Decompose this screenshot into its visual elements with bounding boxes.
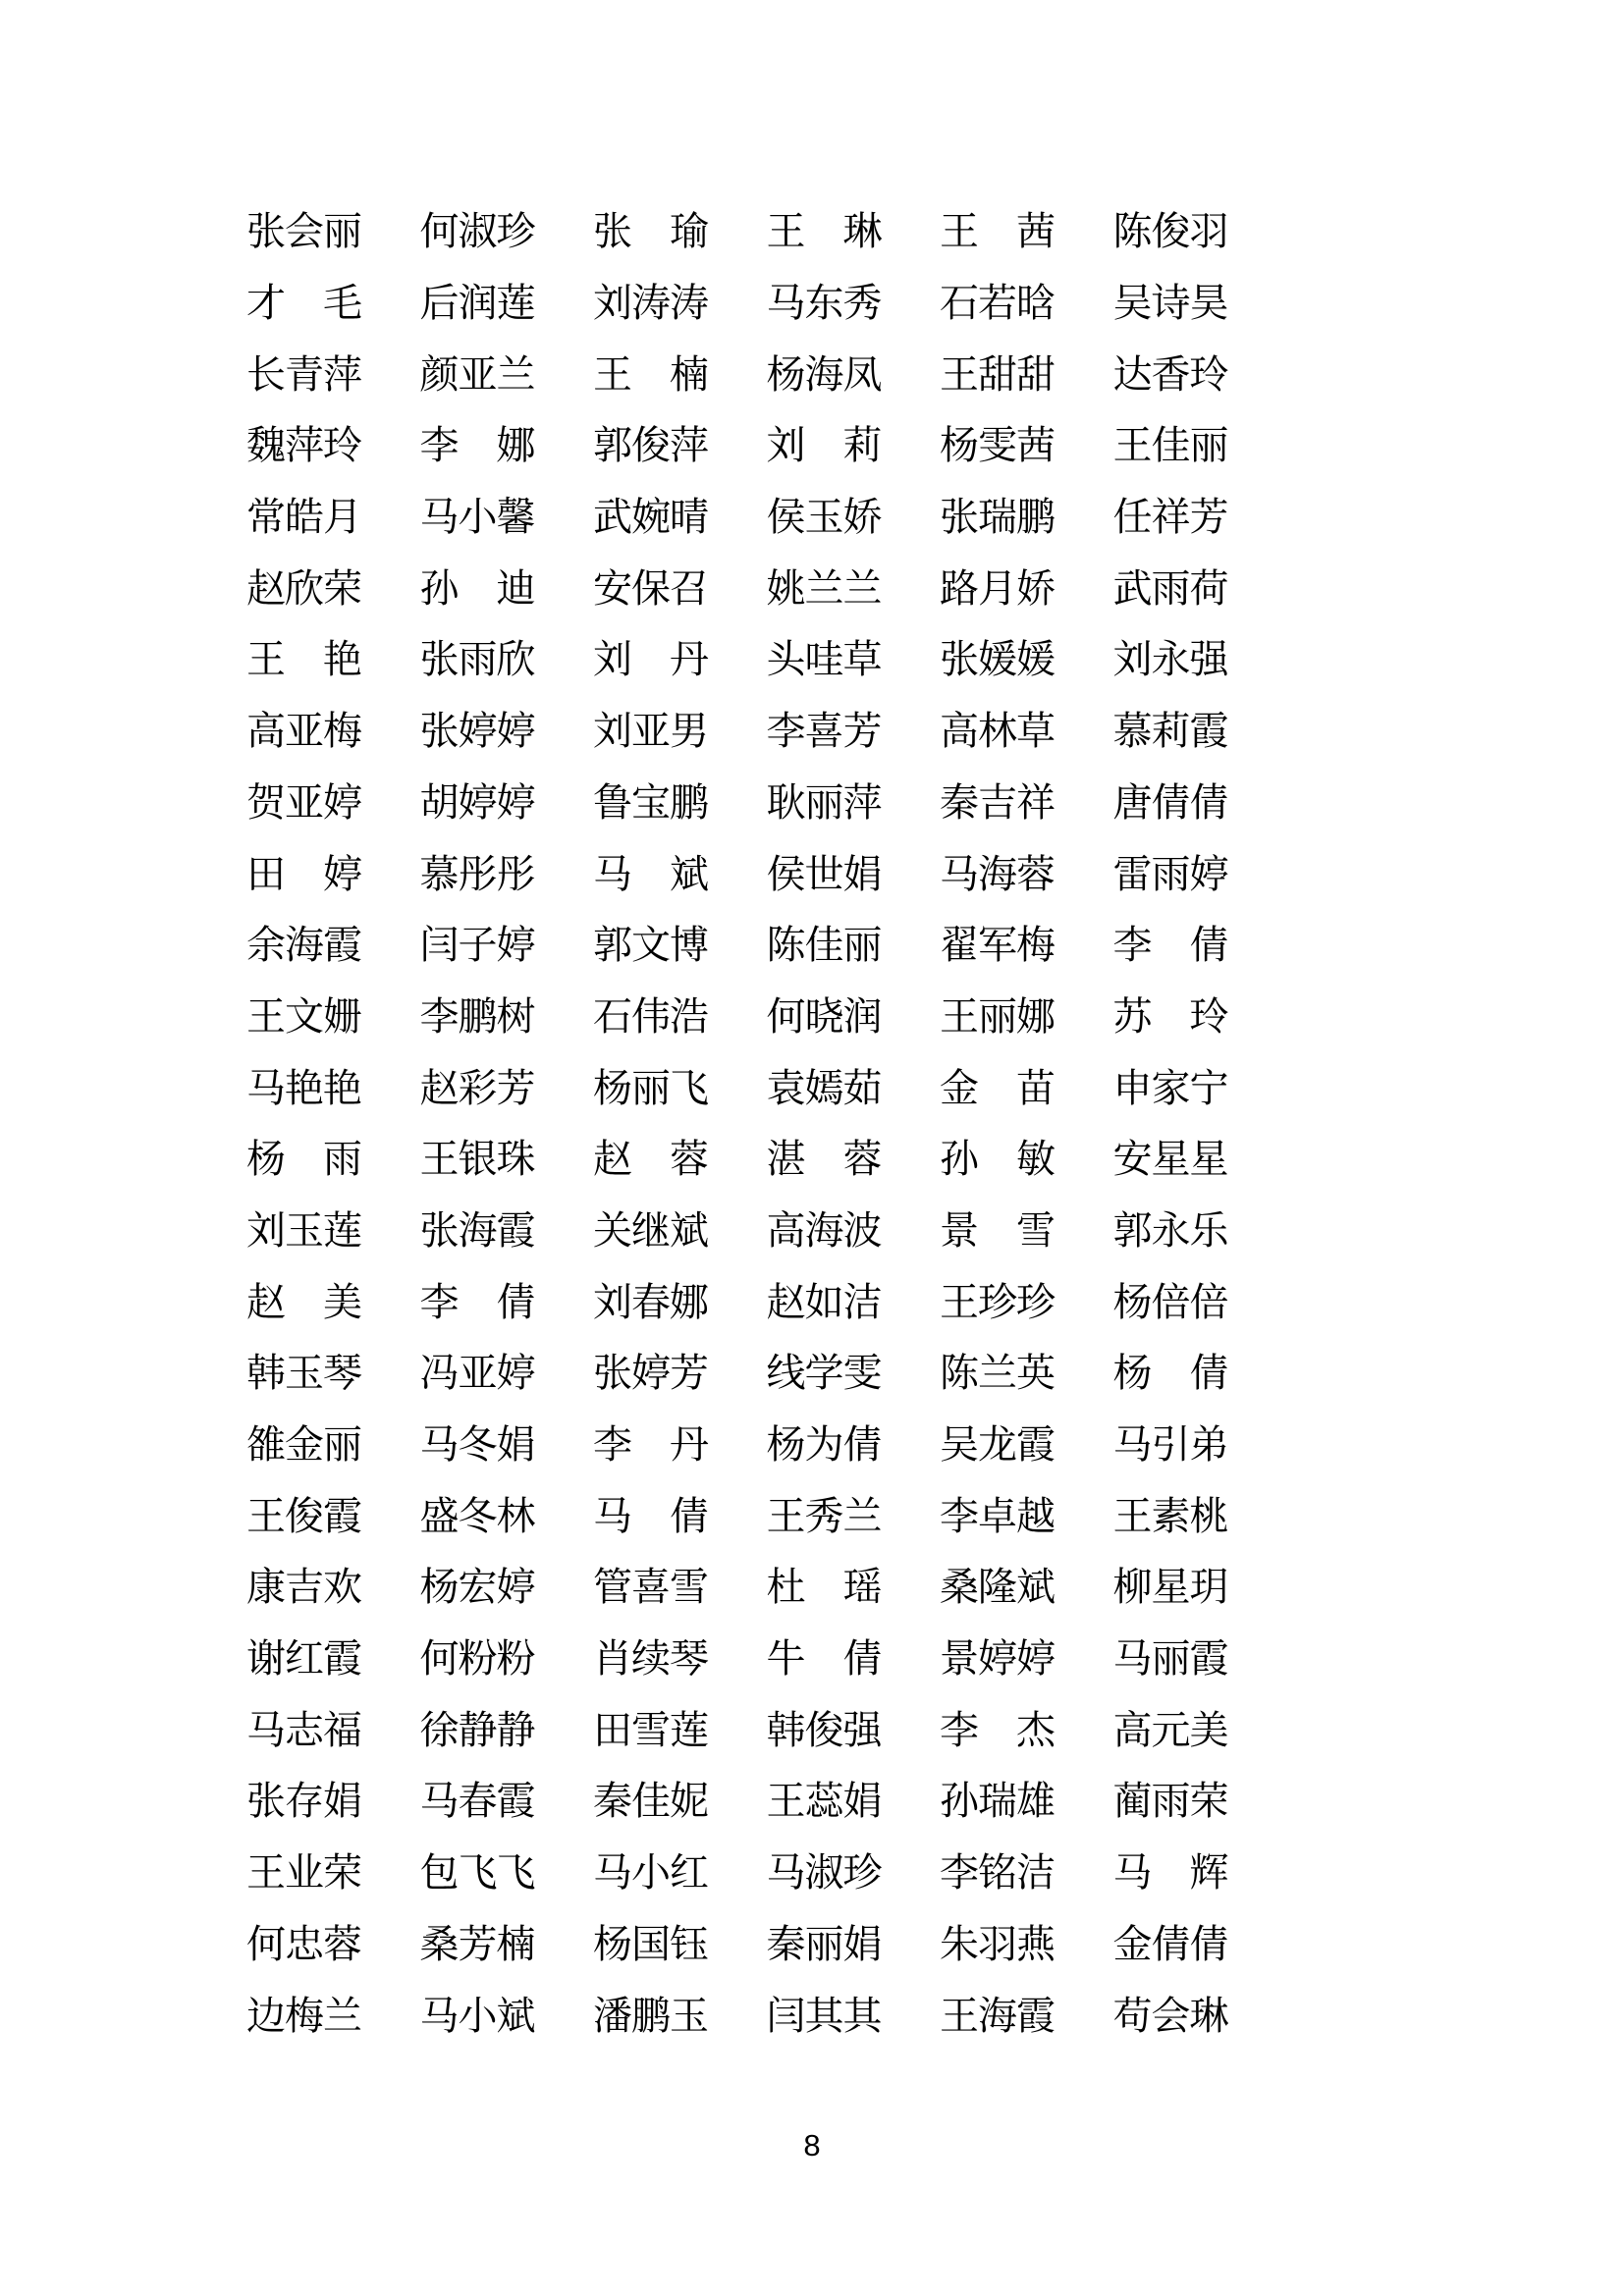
person-name: 刘永强 bbox=[1112, 637, 1228, 682]
person-name: 牛 倩 bbox=[766, 1636, 882, 1682]
person-name: 王业荣 bbox=[246, 1850, 361, 1896]
name-row bbox=[246, 768, 1307, 839]
person-name: 谢红霞 bbox=[246, 1636, 361, 1682]
person-name: 秦佳妮 bbox=[593, 1779, 708, 1824]
person-name: 杨为倩 bbox=[766, 1422, 882, 1468]
person-name: 蔺雨荣 bbox=[1112, 1779, 1228, 1824]
person-name: 孙 迪 bbox=[419, 565, 535, 611]
person-name: 马引弟 bbox=[1112, 1422, 1228, 1468]
person-name: 金倩倩 bbox=[1112, 1921, 1228, 1966]
name-grid bbox=[246, 196, 1307, 2052]
person-name: 杨宏婷 bbox=[419, 1565, 535, 1610]
person-name: 李 倩 bbox=[419, 1279, 535, 1324]
person-name: 慕莉霞 bbox=[1112, 709, 1228, 754]
name-row bbox=[246, 410, 1307, 482]
person-name: 吴龙霞 bbox=[940, 1422, 1055, 1468]
person-name: 王甜甜 bbox=[940, 351, 1055, 397]
person-name: 张婷芳 bbox=[593, 1351, 708, 1396]
person-name: 赵欣荣 bbox=[246, 565, 361, 611]
person-name: 杜 瑶 bbox=[766, 1565, 882, 1610]
name-row bbox=[246, 1624, 1307, 1695]
person-name: 田 婷 bbox=[246, 851, 361, 896]
person-name: 姚兰兰 bbox=[766, 565, 882, 611]
person-name: 陈佳丽 bbox=[766, 923, 882, 968]
person-name: 刘涛涛 bbox=[593, 281, 708, 326]
person-name: 李 丹 bbox=[593, 1422, 708, 1468]
person-name: 边梅兰 bbox=[246, 1993, 361, 2038]
name-row bbox=[246, 196, 1307, 268]
person-name: 李 杰 bbox=[940, 1707, 1055, 1752]
person-name: 徐静静 bbox=[419, 1707, 535, 1752]
person-name: 张媛媛 bbox=[940, 637, 1055, 682]
person-name: 马小红 bbox=[593, 1850, 708, 1896]
person-name: 王 茜 bbox=[940, 209, 1055, 254]
person-name: 线学雯 bbox=[766, 1351, 882, 1396]
person-name: 王俊霞 bbox=[246, 1493, 361, 1538]
person-name: 石伟浩 bbox=[593, 993, 708, 1039]
name-row bbox=[246, 482, 1307, 554]
person-name: 贺亚婷 bbox=[246, 779, 361, 825]
person-name: 安星星 bbox=[1112, 1137, 1228, 1182]
name-row bbox=[246, 624, 1307, 696]
name-row bbox=[246, 1694, 1307, 1766]
person-name: 苟会琳 bbox=[1112, 1993, 1228, 2038]
person-name: 陈兰英 bbox=[940, 1351, 1055, 1396]
person-name: 王秀兰 bbox=[766, 1493, 882, 1538]
person-name: 何淑珍 bbox=[419, 209, 535, 254]
person-name: 赵 美 bbox=[246, 1279, 361, 1324]
person-name: 秦丽娟 bbox=[766, 1921, 882, 1966]
person-name: 武雨荷 bbox=[1112, 565, 1228, 611]
person-name: 张 瑜 bbox=[593, 209, 708, 254]
person-name: 鲁宝鹏 bbox=[593, 779, 708, 825]
person-name: 高林草 bbox=[940, 709, 1055, 754]
person-name: 马淑珍 bbox=[766, 1850, 882, 1896]
person-name: 李 倩 bbox=[1112, 923, 1228, 968]
person-name: 马小馨 bbox=[419, 495, 535, 540]
person-name: 郭永乐 bbox=[1112, 1207, 1228, 1253]
person-name: 孙 敏 bbox=[940, 1137, 1055, 1182]
person-name: 胡婷婷 bbox=[419, 779, 535, 825]
person-name: 赵如洁 bbox=[766, 1279, 882, 1324]
person-name: 安保召 bbox=[593, 565, 708, 611]
person-name: 高海波 bbox=[766, 1207, 882, 1253]
name-row bbox=[246, 1052, 1307, 1124]
person-name: 田雪莲 bbox=[593, 1707, 708, 1752]
person-name: 申家宁 bbox=[1112, 1065, 1228, 1110]
person-name: 何晓润 bbox=[766, 993, 882, 1039]
person-name: 侯世娟 bbox=[766, 851, 882, 896]
person-name: 马艳艳 bbox=[246, 1065, 361, 1110]
name-row bbox=[246, 1410, 1307, 1481]
person-name: 武婉晴 bbox=[593, 495, 708, 540]
person-name: 杨 倩 bbox=[1112, 1351, 1228, 1396]
person-name: 刘玉莲 bbox=[246, 1207, 361, 1253]
person-name: 张婷婷 bbox=[419, 709, 535, 754]
name-row bbox=[246, 982, 1307, 1053]
person-name: 王丽娜 bbox=[940, 993, 1055, 1039]
name-row bbox=[246, 1480, 1307, 1552]
person-name: 何忠蓉 bbox=[246, 1921, 361, 1966]
person-name: 潘鹏玉 bbox=[593, 1993, 708, 2038]
person-name: 王素桃 bbox=[1112, 1493, 1228, 1538]
person-name: 郭文博 bbox=[593, 923, 708, 968]
person-name: 王蕊娟 bbox=[766, 1779, 882, 1824]
person-name: 马冬娟 bbox=[419, 1422, 535, 1468]
person-name: 孙瑞雄 bbox=[940, 1779, 1055, 1824]
name-row bbox=[246, 1338, 1307, 1410]
person-name: 李铭洁 bbox=[940, 1850, 1055, 1896]
person-name: 王海霞 bbox=[940, 1993, 1055, 2038]
person-name: 赵 蓉 bbox=[593, 1137, 708, 1182]
name-row bbox=[246, 1909, 1307, 1981]
person-name: 桑隆斌 bbox=[940, 1565, 1055, 1610]
page-number: 8 bbox=[803, 2128, 821, 2163]
person-name: 吴诗昊 bbox=[1112, 281, 1228, 326]
person-name: 马春霞 bbox=[419, 1779, 535, 1824]
person-name: 雒金丽 bbox=[246, 1422, 361, 1468]
person-name: 李喜芳 bbox=[766, 709, 882, 754]
name-row bbox=[246, 1196, 1307, 1267]
person-name: 杨海凤 bbox=[766, 351, 882, 397]
name-row bbox=[246, 838, 1307, 910]
person-name: 桑芳楠 bbox=[419, 1921, 535, 1966]
person-name: 高元美 bbox=[1112, 1707, 1228, 1752]
person-name: 盛冬林 bbox=[419, 1493, 535, 1538]
person-name: 侯玉娇 bbox=[766, 495, 882, 540]
person-name: 肖续琴 bbox=[593, 1636, 708, 1682]
page-footer bbox=[0, 2128, 1624, 2163]
person-name: 王银珠 bbox=[419, 1137, 535, 1182]
person-name: 刘春娜 bbox=[593, 1279, 708, 1324]
person-name: 马 斌 bbox=[593, 851, 708, 896]
person-name: 景 雪 bbox=[940, 1207, 1055, 1253]
person-name: 马丽霞 bbox=[1112, 1636, 1228, 1682]
person-name: 何粉粉 bbox=[419, 1636, 535, 1682]
person-name: 苏 玲 bbox=[1112, 993, 1228, 1039]
person-name: 杨 雨 bbox=[246, 1137, 361, 1182]
name-row bbox=[246, 553, 1307, 624]
person-name: 景婷婷 bbox=[940, 1636, 1055, 1682]
person-name: 杨国钰 bbox=[593, 1921, 708, 1966]
name-row bbox=[246, 339, 1307, 410]
person-name: 韩俊强 bbox=[766, 1707, 882, 1752]
person-name: 陈俊羽 bbox=[1112, 209, 1228, 254]
person-name: 马小斌 bbox=[419, 1993, 535, 2038]
person-name: 康吉欢 bbox=[246, 1565, 361, 1610]
person-name: 关继斌 bbox=[593, 1207, 708, 1253]
person-name: 马海蓉 bbox=[940, 851, 1055, 896]
person-name: 高亚梅 bbox=[246, 709, 361, 754]
person-name: 王佳丽 bbox=[1112, 423, 1228, 468]
person-name: 张存娟 bbox=[246, 1779, 361, 1824]
person-name: 王 楠 bbox=[593, 351, 708, 397]
person-name: 唐倩倩 bbox=[1112, 779, 1228, 825]
name-row bbox=[246, 1980, 1307, 2052]
person-name: 王 琳 bbox=[766, 209, 882, 254]
person-name: 马东秀 bbox=[766, 281, 882, 326]
name-row bbox=[246, 268, 1307, 340]
person-name: 王文姗 bbox=[246, 993, 361, 1039]
name-row bbox=[246, 910, 1307, 982]
person-name: 马志福 bbox=[246, 1707, 361, 1752]
person-name: 包飞飞 bbox=[419, 1850, 535, 1896]
person-name: 杨倍倍 bbox=[1112, 1279, 1228, 1324]
person-name: 任祥芳 bbox=[1112, 495, 1228, 540]
person-name: 颜亚兰 bbox=[419, 351, 535, 397]
person-name: 魏萍玲 bbox=[246, 423, 361, 468]
person-name: 李 娜 bbox=[419, 423, 535, 468]
person-name: 杨雯茜 bbox=[940, 423, 1055, 468]
person-name: 达香玲 bbox=[1112, 351, 1228, 397]
person-name: 袁嫣茹 bbox=[766, 1065, 882, 1110]
person-name: 秦吉祥 bbox=[940, 779, 1055, 825]
person-name: 刘 丹 bbox=[593, 637, 708, 682]
person-name: 才 毛 bbox=[246, 281, 361, 326]
person-name: 石若晗 bbox=[940, 281, 1055, 326]
person-name: 头哇草 bbox=[766, 637, 882, 682]
name-row bbox=[246, 1766, 1307, 1838]
person-name: 张海霞 bbox=[419, 1207, 535, 1253]
person-name: 慕彤彤 bbox=[419, 851, 535, 896]
person-name: 翟军梅 bbox=[940, 923, 1055, 968]
person-name: 金 苗 bbox=[940, 1065, 1055, 1110]
person-name: 郭俊萍 bbox=[593, 423, 708, 468]
person-name: 后润莲 bbox=[419, 281, 535, 326]
person-name: 雷雨婷 bbox=[1112, 851, 1228, 896]
person-name: 王珍珍 bbox=[940, 1279, 1055, 1324]
person-name: 柳星玥 bbox=[1112, 1565, 1228, 1610]
person-name: 赵彩芳 bbox=[419, 1065, 535, 1110]
person-name: 刘亚男 bbox=[593, 709, 708, 754]
person-name: 闫子婷 bbox=[419, 923, 535, 968]
person-name: 余海霞 bbox=[246, 923, 361, 968]
person-name: 韩玉琴 bbox=[246, 1351, 361, 1396]
person-name: 耿丽萍 bbox=[766, 779, 882, 825]
person-name: 马 辉 bbox=[1112, 1850, 1228, 1896]
person-name: 闫其其 bbox=[766, 1993, 882, 2038]
name-row bbox=[246, 1552, 1307, 1624]
person-name: 王 艳 bbox=[246, 637, 361, 682]
person-name: 朱羽燕 bbox=[940, 1921, 1055, 1966]
person-name: 张雨欣 bbox=[419, 637, 535, 682]
person-name: 湛 蓉 bbox=[766, 1137, 882, 1182]
name-row bbox=[246, 1124, 1307, 1196]
person-name: 李卓越 bbox=[940, 1493, 1055, 1538]
person-name: 冯亚婷 bbox=[419, 1351, 535, 1396]
name-row bbox=[246, 1838, 1307, 1909]
person-name: 李鹏树 bbox=[419, 993, 535, 1039]
person-name: 张会丽 bbox=[246, 209, 361, 254]
person-name: 常皓月 bbox=[246, 495, 361, 540]
name-row bbox=[246, 696, 1307, 768]
person-name: 长青萍 bbox=[246, 351, 361, 397]
person-name: 张瑞鹏 bbox=[940, 495, 1055, 540]
person-name: 马 倩 bbox=[593, 1493, 708, 1538]
person-name: 管喜雪 bbox=[593, 1565, 708, 1610]
name-row bbox=[246, 1266, 1307, 1338]
person-name: 杨丽飞 bbox=[593, 1065, 708, 1110]
person-name: 刘 莉 bbox=[766, 423, 882, 468]
person-name: 路月娇 bbox=[940, 565, 1055, 611]
